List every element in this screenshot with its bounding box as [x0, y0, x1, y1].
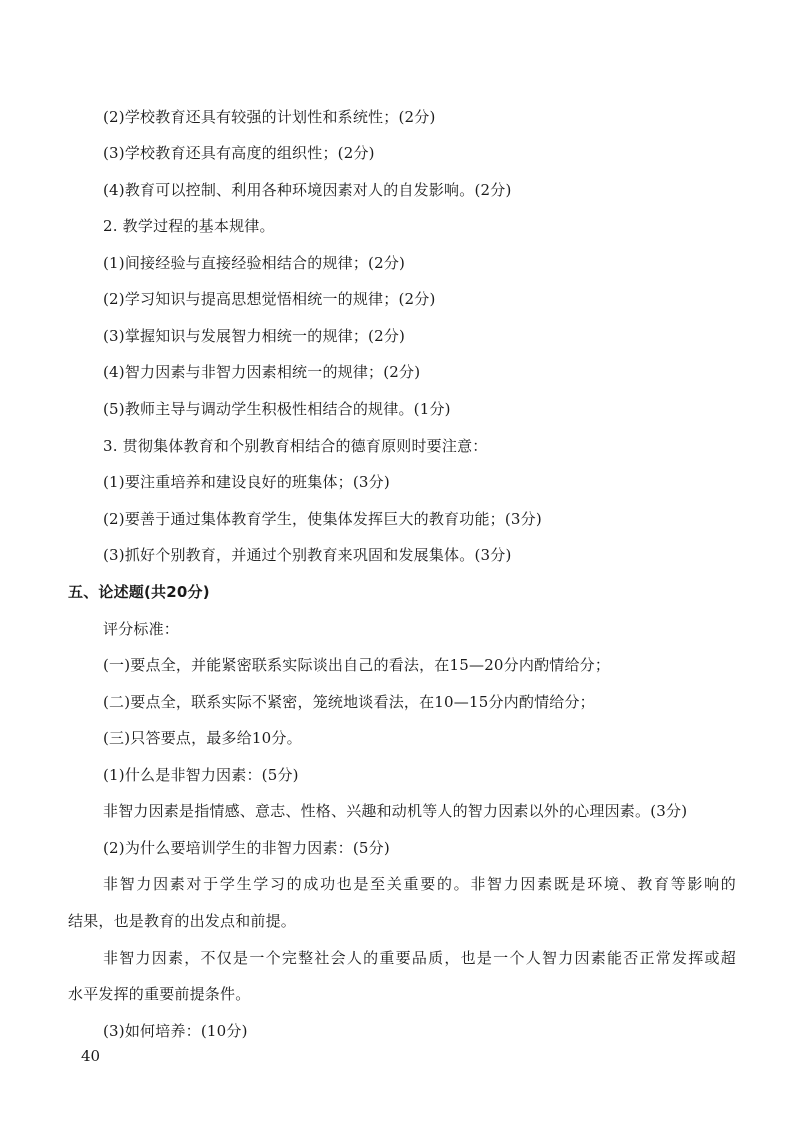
scoring-criterion-2: (二)要点全，联系实际不紧密，笼统地谈看法，在10—15分内酌情给分；: [103, 693, 595, 711]
answer-line-environment-control: (4)教育可以控制、利用各种环境因素对人的自发影响。(2分): [103, 181, 512, 199]
importance-paragraph-line-1: 非智力因素对于学生学习的成功也是至关重要的。非智力因素既是环境、教育等影响的: [103, 875, 736, 893]
moral-item-3: (3)抓好个别教育，并通过个别教育来巩固和发展集体。(3分): [103, 546, 512, 564]
law-item-4: (4)智力因素与非智力因素相统一的规律；(2分): [103, 363, 421, 381]
law-item-5: (5)教师主导与调动学生积极性相结合的规律。(1分): [103, 400, 451, 418]
law-item-1: (1)间接经验与直接经验相结合的规律；(2分): [103, 254, 406, 272]
subquestion-why: (2)为什么要培训学生的非智力因素：(5分): [103, 839, 390, 857]
law-item-2: (2)学习知识与提高思想觉悟相统一的规律；(2分): [103, 290, 436, 308]
moral-item-1: (1)要注重培养和建设良好的班集体；(3分): [103, 473, 390, 491]
answer-line-school-planning: (2)学校教育还具有较强的计划性和系统性；(2分): [103, 108, 436, 126]
moral-item-2: (2)要善于通过集体教育学生，使集体发挥巨大的教育功能；(3分): [103, 510, 542, 528]
quality-paragraph-line-2: 水平发挥的重要前提条件。: [68, 985, 251, 1003]
question-3-heading: 3. 贯彻集体教育和个别教育相结合的德育原则时要注意：: [103, 437, 488, 455]
subquestion-what: (1)什么是非智力因素：(5分): [103, 766, 299, 784]
answer-line-school-organization: (3)学校教育还具有高度的组织性；(2分): [103, 144, 375, 162]
subquestion-how: (3)如何培养：(10分): [103, 1022, 248, 1040]
question-2-heading: 2. 教学过程的基本规律。: [103, 217, 275, 235]
scoring-criterion-3: (三)只答要点，最多给10分。: [103, 729, 302, 747]
definition-paragraph: 非智力因素是指情感、意志、性格、兴趣和动机等人的智力因素以外的心理因素。(3分): [103, 802, 688, 820]
importance-paragraph-line-2: 结果，也是教育的出发点和前提。: [68, 912, 297, 930]
page-number: 40: [81, 1047, 101, 1065]
law-item-3: (3)掌握知识与发展智力相统一的规律；(2分): [103, 327, 406, 345]
section-5-heading: 五、论述题(共20分): [68, 583, 210, 601]
scoring-standard-label: 评分标准：: [103, 620, 180, 638]
quality-paragraph-line-1: 非智力因素，不仅是一个完整社会人的重要品质，也是一个人智力因素能否正常发挥或超: [103, 949, 736, 967]
scoring-criterion-1: (一)要点全，并能紧密联系实际谈出自己的看法，在15—20分内酌情给分；: [103, 656, 611, 674]
